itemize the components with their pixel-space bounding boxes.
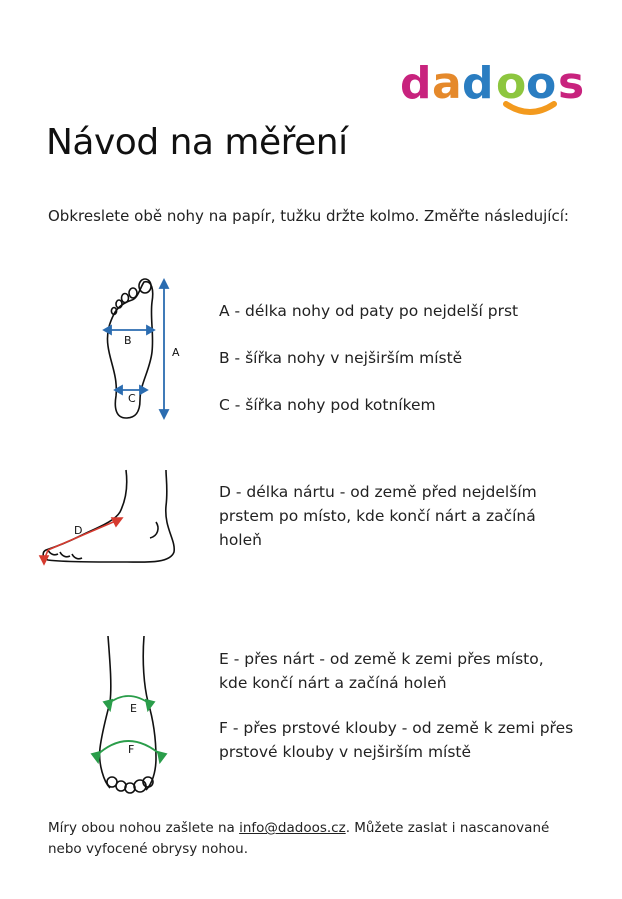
measurement-a-text: A - délka nohy od paty po nejdelší prst: [219, 302, 519, 320]
measurement-f-text: F - přes prstové klouby - od země k zemi přes prstové klouby v nejširším místě: [219, 719, 574, 761]
foot-side-view-figure: [34, 466, 184, 570]
label-f: F: [128, 743, 135, 756]
footer-line2: nebo vyfocené obrysy nohou.: [48, 841, 249, 857]
logo-letter-d1: d: [400, 58, 432, 109]
footer-suffix: . Můžete zaslat i nascanované: [345, 820, 550, 836]
dadoos-logo: [398, 54, 600, 120]
footer-prefix: Míry obou nohou zašlete na: [48, 820, 240, 836]
measurement-d-text: D - délka nártu - od země před nejdelším prstem po místo, kde končí nárt a začíná holeň: [219, 483, 537, 549]
foot-side-outline-icon: [43, 470, 174, 562]
logo-letter-d2: d: [462, 58, 494, 109]
label-e: E: [130, 702, 137, 715]
logo-letter-o1: o: [496, 58, 527, 109]
page-title: Návod na měření: [46, 122, 348, 163]
footer-note: [48, 818, 549, 860]
label-b: B: [124, 334, 132, 347]
foot-front-outline-icon: [100, 636, 156, 793]
measurement-b-text: B - šířka nohy v nejširším místě: [219, 349, 463, 367]
logo-letter-s: s: [558, 58, 585, 109]
logo-letter-a: a: [432, 58, 462, 109]
foot-top-view-figure: [100, 276, 190, 422]
label-c: C: [128, 392, 136, 405]
intro-text: Obkreslete obě nohy na papír, tužku držte kolmo. Změřte následující:: [48, 207, 569, 225]
foot-front-view-figure: [86, 632, 170, 798]
measurement-c-text: C - šířka nohy pod kotníkem: [219, 396, 436, 414]
label-a: A: [172, 346, 180, 359]
logo-letter-o2: o: [526, 58, 557, 109]
email-link[interactable]: info@dadoos.cz: [239, 820, 346, 836]
label-d: D: [74, 524, 83, 537]
measurement-e-text: E - přes nárt - od země k zemi přes místo, kde končí nárt a začíná holeň: [219, 650, 544, 692]
